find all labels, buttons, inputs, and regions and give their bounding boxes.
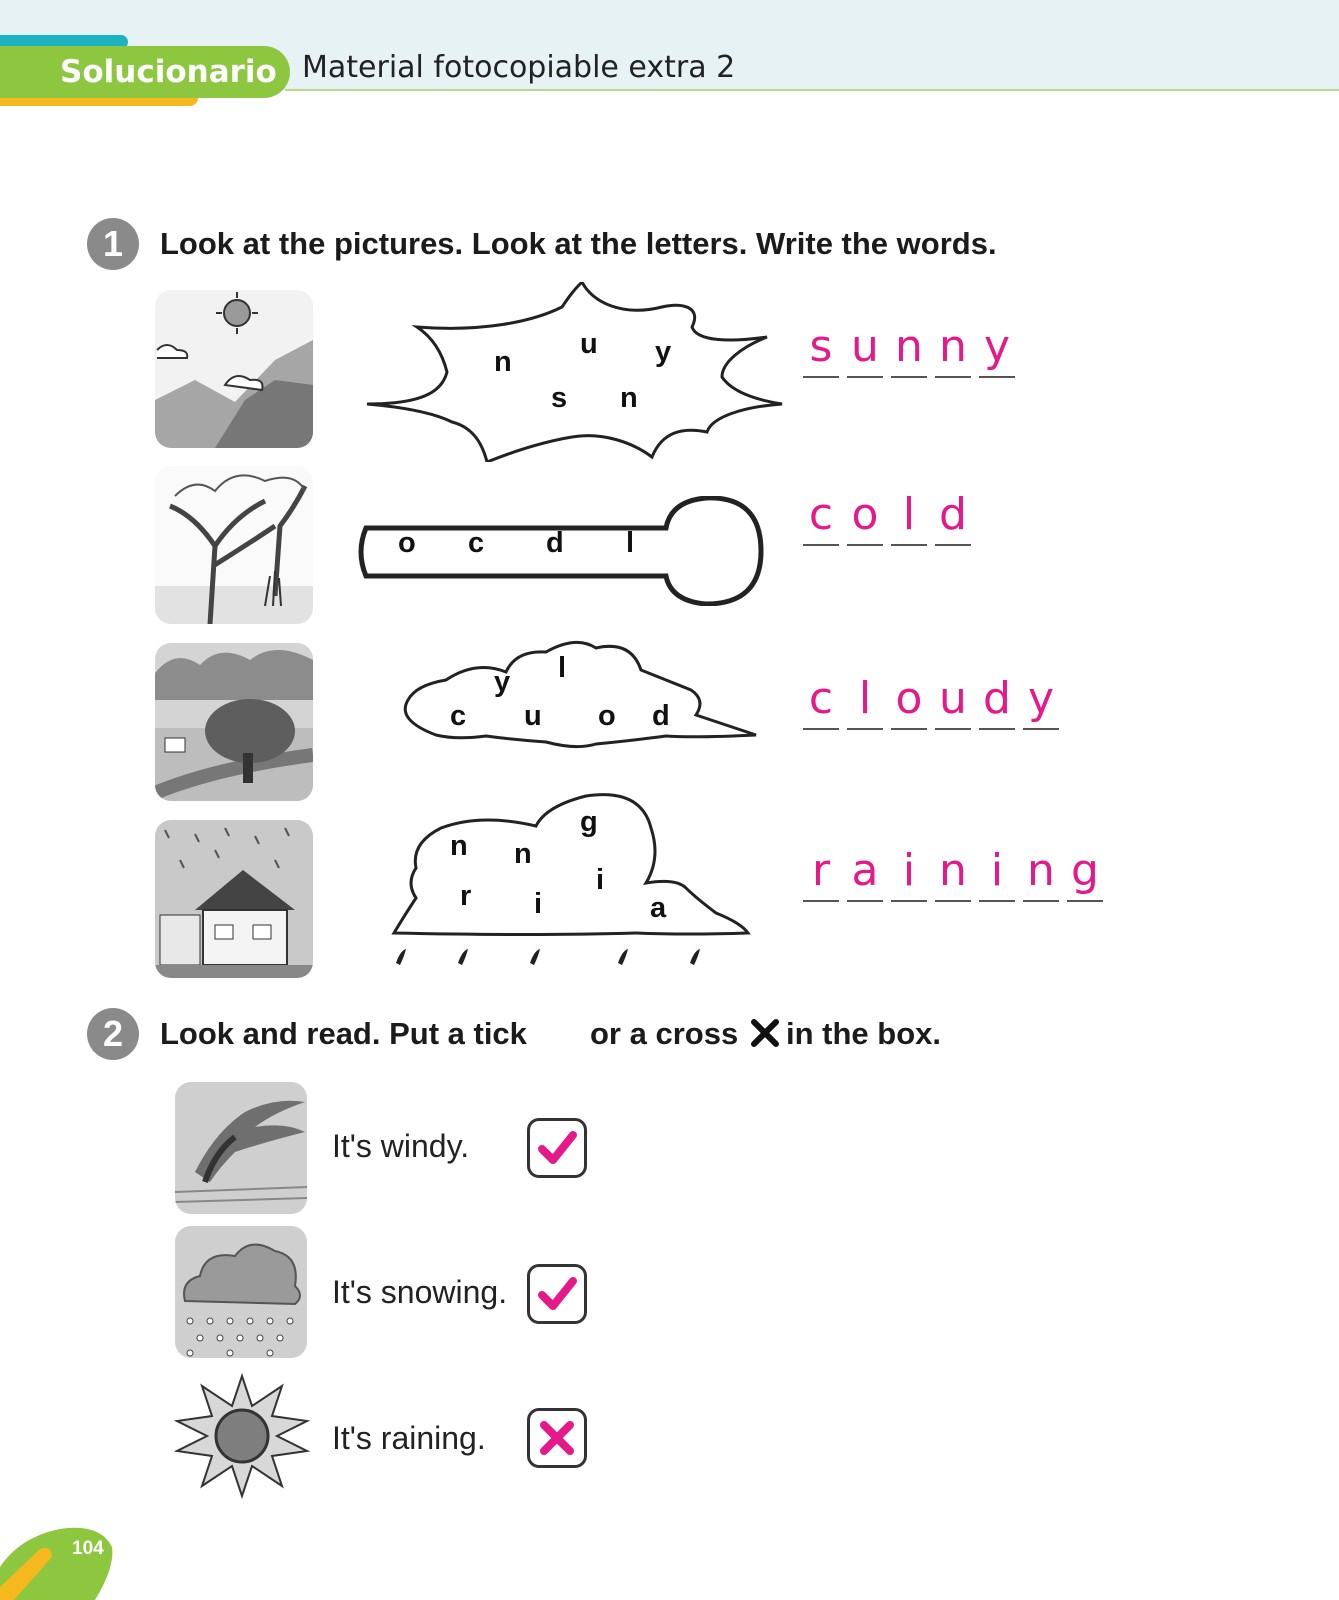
scrambled-letter: s bbox=[551, 382, 568, 414]
scrambled-letter: c bbox=[450, 700, 467, 732]
scrambled-letter: d bbox=[546, 527, 564, 559]
scrambled-letter: y bbox=[655, 336, 672, 368]
cold-winter-picture bbox=[155, 466, 313, 624]
scrambled-letter: r bbox=[460, 880, 472, 912]
answer-box-raining[interactable] bbox=[527, 1408, 587, 1468]
exercise-1-number: 1 bbox=[87, 218, 139, 270]
scrambled-letter: o bbox=[398, 527, 416, 559]
scrambled-letter: i bbox=[534, 888, 543, 920]
scrambled-letter: l bbox=[558, 652, 567, 684]
snow-cloud-picture bbox=[175, 1226, 307, 1358]
rain-cloud-shape bbox=[386, 788, 756, 978]
exercise-2-instruction-part2: or a cross bbox=[590, 1016, 739, 1051]
sun-picture bbox=[172, 1366, 312, 1506]
answer-box-windy[interactable] bbox=[527, 1118, 587, 1178]
answer-word-raining: r a i n i n g bbox=[803, 842, 1111, 902]
answer-word-cloudy: c l o u d y bbox=[803, 670, 1067, 730]
header-divider bbox=[285, 89, 1339, 91]
scrambled-letter: c bbox=[468, 527, 485, 559]
scrambled-letter: u bbox=[580, 328, 598, 360]
exercise-2-instruction-part1: Look and read. Put a tick bbox=[160, 1016, 527, 1051]
starburst-shape bbox=[362, 282, 786, 462]
page-header-title: Material fotocopiable extra 2 bbox=[302, 50, 736, 85]
tick-icon bbox=[530, 1121, 584, 1175]
scrambled-letter: a bbox=[650, 892, 667, 924]
answer-box-snowing[interactable] bbox=[527, 1264, 587, 1324]
windy-tree-picture bbox=[175, 1082, 307, 1214]
scrambled-letter: u bbox=[524, 700, 542, 732]
scrambled-letter: n bbox=[494, 346, 512, 378]
cross-icon bbox=[750, 1018, 780, 1048]
answer-word-sunny: s u n n y bbox=[803, 318, 1023, 378]
scrambled-letter: d bbox=[652, 700, 670, 732]
section-tab: Solucionario bbox=[0, 46, 290, 98]
sunny-landscape-picture bbox=[155, 290, 313, 448]
scrambled-letter: o bbox=[598, 700, 616, 732]
page-number: 104 bbox=[72, 1538, 104, 1559]
cross-mark-icon bbox=[530, 1411, 584, 1465]
sentence-snowing: It's snowing. bbox=[332, 1274, 508, 1310]
scrambled-letter: g bbox=[580, 806, 598, 838]
scrambled-letter: l bbox=[626, 527, 635, 559]
scrambled-letter: n bbox=[450, 830, 468, 862]
answer-word-cold: c o l d bbox=[803, 486, 979, 546]
tick-icon bbox=[530, 1267, 584, 1321]
scrambled-letter: y bbox=[494, 666, 511, 698]
sentence-windy: It's windy. bbox=[332, 1128, 470, 1164]
exercise-1-instruction: Look at the pictures. Look at the letters. Write the words. bbox=[160, 226, 997, 261]
rainy-house-picture bbox=[155, 820, 313, 978]
sentence-raining: It's raining. bbox=[332, 1420, 486, 1456]
scrambled-letter: n bbox=[620, 382, 638, 414]
exercise-2-number: 2 bbox=[87, 1008, 139, 1060]
scrambled-letter: i bbox=[596, 864, 605, 896]
scrambled-letter: n bbox=[514, 838, 532, 870]
cloudy-landscape-picture bbox=[155, 643, 313, 801]
exercise-2-instruction-part3: in the box. bbox=[786, 1016, 941, 1051]
